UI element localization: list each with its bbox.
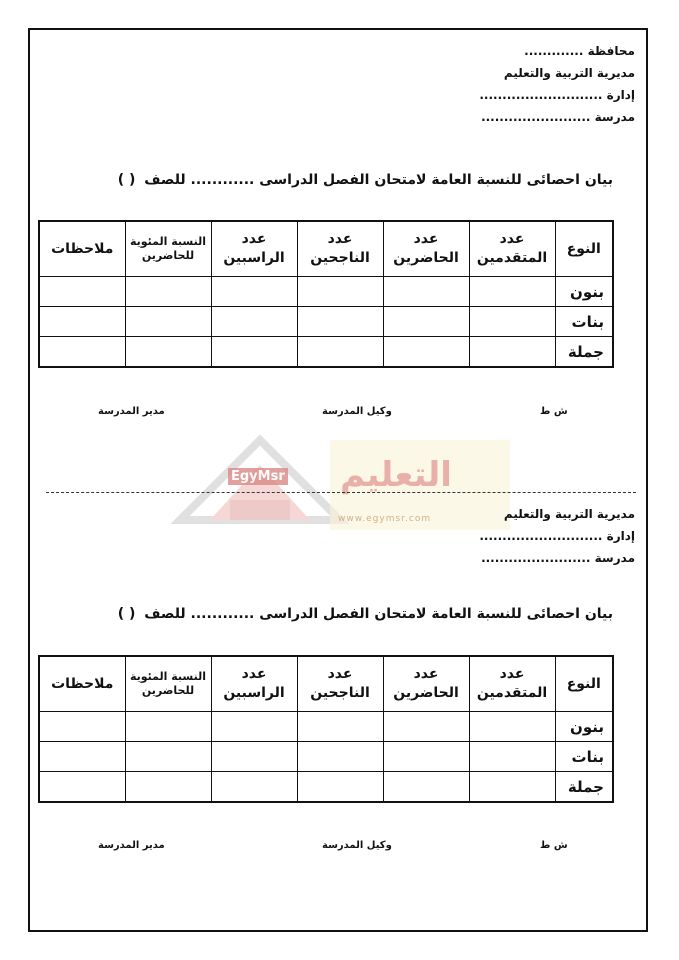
directorate-line: مديرية التربية والتعليم: [503, 507, 635, 521]
cell[interactable]: [383, 772, 469, 803]
signature-clerk: ش ط: [540, 840, 568, 851]
cell[interactable]: [211, 712, 297, 742]
cell[interactable]: [383, 277, 469, 307]
col-present: عدد الحاضرين: [383, 221, 469, 277]
class-blank: ( ): [117, 172, 136, 188]
cell[interactable]: [469, 277, 555, 307]
cell[interactable]: [469, 307, 555, 337]
school-line: مدرسة ........................: [481, 110, 635, 124]
cell[interactable]: [469, 337, 555, 368]
col-type: النوع: [555, 656, 613, 712]
section2-header: [479, 503, 635, 569]
cell[interactable]: [39, 277, 125, 307]
section2-stats-table: [38, 655, 614, 803]
table-header-row: [39, 221, 613, 277]
cell[interactable]: [125, 712, 211, 742]
watermark-text: التعليم: [340, 455, 452, 495]
table-row: [39, 307, 613, 337]
cell[interactable]: [211, 337, 297, 368]
signature-deputy: وكيل المدرسة: [322, 406, 392, 417]
table-row: [39, 712, 613, 742]
row-label-girls: بنات: [555, 742, 613, 772]
watermark-logo: EgyMsr: [228, 468, 288, 485]
cell[interactable]: [297, 307, 383, 337]
cell[interactable]: [297, 712, 383, 742]
table-row: [39, 772, 613, 803]
signature-principal: مدير المدرسة: [98, 840, 165, 851]
col-type: النوع: [555, 221, 613, 277]
table-row: [39, 337, 613, 368]
row-label-boys: بنون: [555, 712, 613, 742]
table-row: [39, 742, 613, 772]
col-applicants: عدد المتقدمين: [469, 656, 555, 712]
cell[interactable]: [383, 337, 469, 368]
section1-header: [479, 40, 635, 128]
cell[interactable]: [383, 712, 469, 742]
cell[interactable]: [297, 772, 383, 803]
col-failed: عدد الراسبين: [211, 656, 297, 712]
title-text: بيان احصائى للنسبة العامة لامتحان الفصل الدراسى ............ للصف: [144, 606, 613, 622]
signature-deputy: وكيل المدرسة: [322, 840, 392, 851]
col-percentage: النسبة المئوية للحاضرين: [125, 221, 211, 277]
cell[interactable]: [297, 742, 383, 772]
cell[interactable]: [211, 772, 297, 803]
signature-principal: مدير المدرسة: [98, 406, 165, 417]
col-passed: عدد الناجحين: [297, 221, 383, 277]
cell[interactable]: [39, 307, 125, 337]
cell[interactable]: [125, 307, 211, 337]
cell[interactable]: [211, 307, 297, 337]
class-blank: ( ): [117, 606, 136, 622]
section1-stats-table: [38, 220, 614, 368]
school-line: مدرسة ........................: [481, 551, 635, 565]
title-text: بيان احصائى للنسبة العامة لامتحان الفصل الدراسى ............ للصف: [144, 172, 613, 188]
cell[interactable]: [469, 742, 555, 772]
cell[interactable]: [125, 742, 211, 772]
col-failed: عدد الراسبين: [211, 221, 297, 277]
watermark-url: www.egymsr.com: [338, 514, 432, 524]
row-label-boys: بنون: [555, 277, 613, 307]
cell[interactable]: [125, 337, 211, 368]
cut-line-divider: [46, 492, 636, 493]
cell[interactable]: [39, 742, 125, 772]
section1-title: [118, 172, 613, 188]
col-notes: ملاحظات: [39, 656, 125, 712]
cell[interactable]: [297, 277, 383, 307]
cell[interactable]: [125, 772, 211, 803]
cell[interactable]: [39, 337, 125, 368]
row-label-total: جملة: [555, 337, 613, 368]
cell[interactable]: [469, 712, 555, 742]
cell[interactable]: [383, 742, 469, 772]
cell[interactable]: [39, 712, 125, 742]
signature-clerk: ش ط: [540, 406, 568, 417]
cell[interactable]: [211, 277, 297, 307]
section2-title: [118, 606, 613, 622]
col-notes: ملاحظات: [39, 221, 125, 277]
table-header-row: [39, 656, 613, 712]
cell[interactable]: [39, 772, 125, 803]
administration-line: إدارة ...........................: [479, 529, 635, 543]
col-percentage: النسبة المئوية للحاضرين: [125, 656, 211, 712]
table-row: [39, 277, 613, 307]
governorate-line: محافظة .............: [524, 44, 635, 58]
col-present: عدد الحاضرين: [383, 656, 469, 712]
cell[interactable]: [125, 277, 211, 307]
cell[interactable]: [297, 337, 383, 368]
col-applicants: عدد المتقدمين: [469, 221, 555, 277]
col-passed: عدد الناجحين: [297, 656, 383, 712]
directorate-line: مديرية التربية والتعليم: [503, 66, 635, 80]
cell[interactable]: [211, 742, 297, 772]
row-label-girls: بنات: [555, 307, 613, 337]
cell[interactable]: [469, 772, 555, 803]
administration-line: إدارة ...........................: [479, 88, 635, 102]
row-label-total: جملة: [555, 772, 613, 803]
cell[interactable]: [383, 307, 469, 337]
